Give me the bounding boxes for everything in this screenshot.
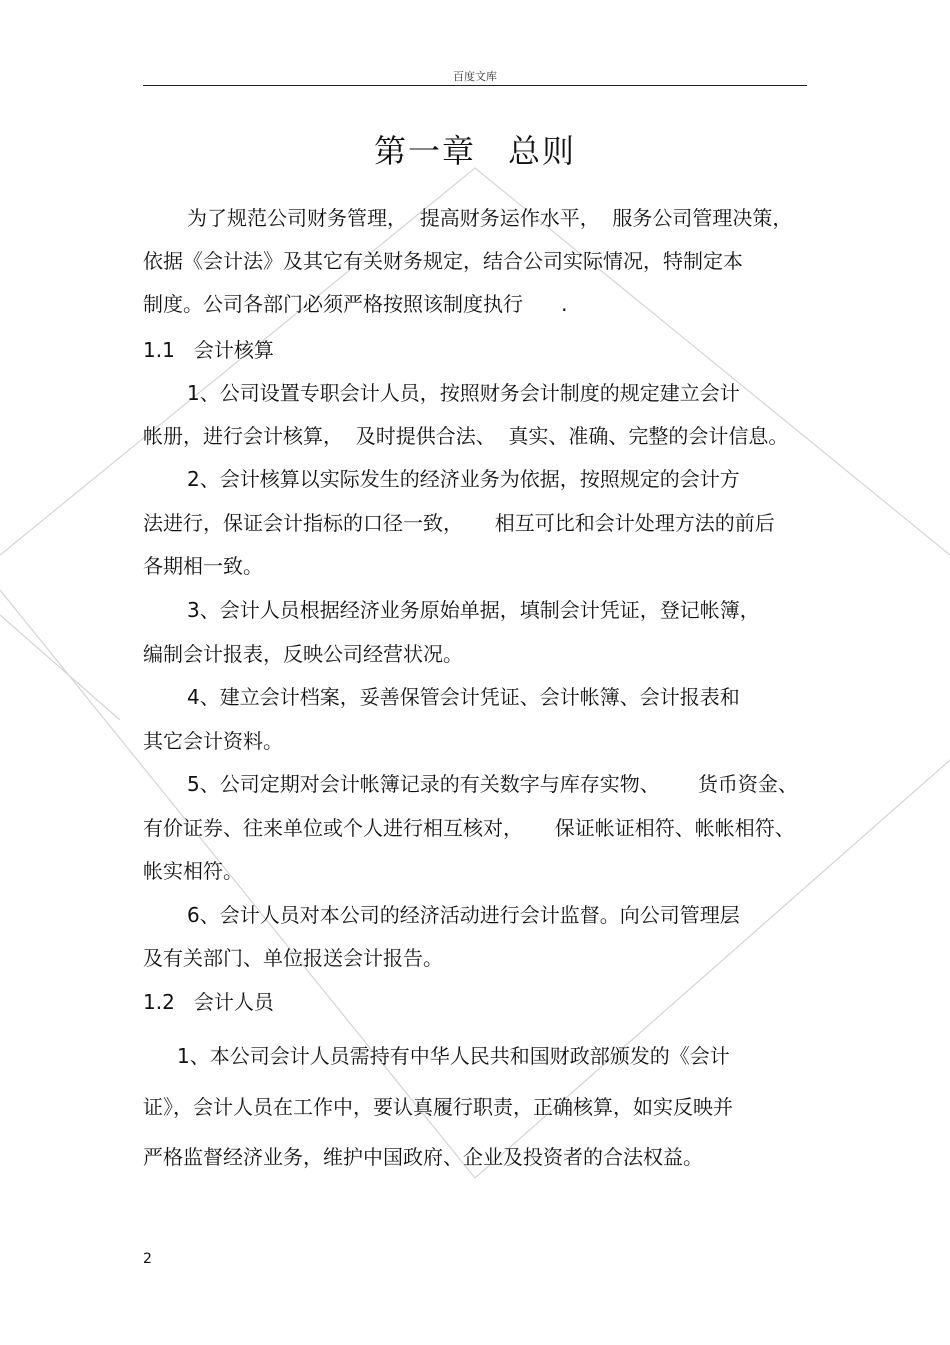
header-divider <box>143 85 807 86</box>
paragraph-line: 1、本公司会计人员需持有中华人民共和国财政部颁发的《会计 <box>177 1044 730 1068</box>
page-number: 2 <box>143 1251 152 1267</box>
paragraph-line: 有价证券、往来单位或个人进行相互核对， 保证帐证相符、帐帐相符、 <box>143 816 795 840</box>
paragraph-line: 依据《会计法》及其它有关财务规定，结合公司实际情况，特制定本 <box>143 249 743 273</box>
paragraph-line: 其它会计资料。 <box>143 729 283 753</box>
paragraph-line: 3、会计人员根据经济业务原始单据，填制会计凭证，登记帐簿， <box>187 598 760 622</box>
paragraph-line: 法进行，保证会计指标的口径一致， 相互可比和会计处理方法的前后 <box>143 511 775 535</box>
paragraph-line: 为了规范公司财务管理， 提高财务运作水平， 服务公司管理决策， <box>187 206 793 230</box>
paragraph-line: 证》，会计人员在工作中，要认真履行职责，正确核算，如实反映并 <box>143 1095 733 1119</box>
paragraph-line: 2、会计核算以实际发生的经济业务为依据，按照规定的会计方 <box>187 467 740 491</box>
chapter-name: 总则 <box>508 132 577 170</box>
paragraph-line: 帐册，进行会计核算， 及时提供合法、 真实、准确、完整的会计信息。 <box>143 424 789 448</box>
section-heading: 1.1 会计核算 <box>143 338 274 362</box>
section-heading: 1.2 会计人员 <box>143 990 274 1014</box>
paragraph-line: 1、公司设置专职会计人员，按照财务会计制度的规定建立会计 <box>187 381 740 405</box>
paragraph-line: 制度。公司各部门必须严格按照该制度执行 . <box>143 292 568 316</box>
header-site-name: 百度文库 <box>453 70 497 83</box>
chapter-number: 第一章 <box>373 132 476 170</box>
paragraph-line: 各期相一致。 <box>143 554 263 578</box>
paragraph-line: 5、公司定期对会计帐簿记录的有关数字与库存实物、 货币资金、 <box>187 772 798 796</box>
paragraph-line: 4、建立会计档案，妥善保管会计凭证、会计帐簿、会计报表和 <box>187 685 740 709</box>
paragraph-line: 6、会计人员对本公司的经济活动进行会计监督。向公司管理层 <box>187 903 740 927</box>
paragraph-line: 严格监督经济业务，维护中国政府、企业及投资者的合法权益。 <box>143 1145 703 1169</box>
chapter-title <box>0 126 950 172</box>
paragraph-line: 及有关部门、单位报送会计报告。 <box>143 946 443 970</box>
paragraph-line: 帐实相符。 <box>143 859 243 883</box>
paragraph-line: 编制会计报表，反映公司经营状况。 <box>143 642 463 666</box>
